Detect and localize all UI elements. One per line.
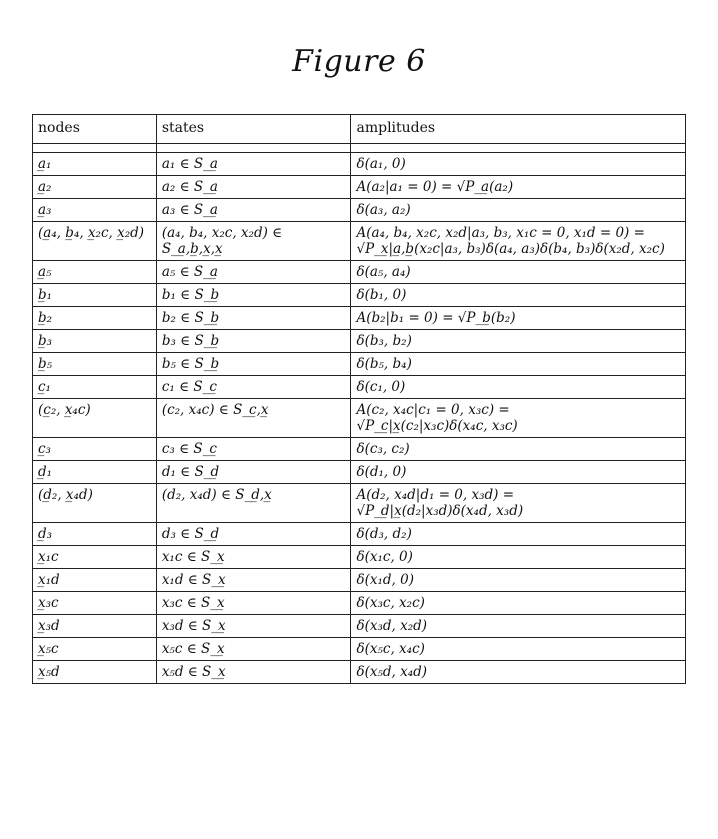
amplitude-cell — [351, 592, 686, 615]
node-cell: x̲₁d — [33, 569, 157, 592]
amplitude-line: δ(a₁, 0) — [356, 156, 406, 172]
amplitude-cell — [351, 438, 686, 461]
node-cell: c̲₁ — [33, 376, 157, 399]
table-row — [33, 484, 686, 523]
state-cell: d₃ ∈ S_d̲ — [156, 523, 351, 546]
node-cell: (c̲₂, x̲₄c) — [33, 399, 157, 438]
amplitude-cell — [351, 307, 686, 330]
node-cell: a̲₅ — [33, 261, 157, 284]
node-cell: b̲₃ — [33, 330, 157, 353]
amplitude-line: δ(x₅c, x₄c) — [356, 641, 425, 657]
amplitude-cell — [351, 399, 686, 438]
header-nodes: nodes — [33, 115, 157, 144]
amplitude-cell — [351, 484, 686, 523]
amplitude-cell — [351, 330, 686, 353]
state-cell: (d₂, x₄d) ∈ S_d̲,x̲ — [156, 484, 351, 523]
table-row — [33, 661, 686, 684]
state-cell: d₁ ∈ S_d̲ — [156, 461, 351, 484]
node-cell: x̲₅d — [33, 661, 157, 684]
amplitude-line-2: √P_x̲|a̲,b̲(x₂c|a₃, b₃)δ(a₄, a₃)δ(b₄, b₃)δ(x₂d, x₂c) — [356, 241, 665, 257]
node-cell: a̲₁ — [33, 153, 157, 176]
state-cell: a₃ ∈ S_a̲ — [156, 199, 351, 222]
state-cell: x₁d ∈ S_x̲ — [156, 569, 351, 592]
amplitude-cell — [351, 353, 686, 376]
amplitude-line: δ(x₁c, 0) — [356, 549, 413, 565]
state-cell: x₅c ∈ S_x̲ — [156, 638, 351, 661]
amplitude-line-2: √P_d̲|x̲(d₂|x₃d)δ(x₄d, x₃d) — [356, 503, 524, 519]
amplitude-line: δ(d₃, d₂) — [356, 526, 412, 542]
state-cell: (c₂, x₄c) ∈ S_c̲,x̲ — [156, 399, 351, 438]
table-row — [33, 438, 686, 461]
node-cell: x̲₅c — [33, 638, 157, 661]
amplitude-line: δ(x₁d, 0) — [356, 572, 414, 588]
state-cell: c₃ ∈ S_c̲ — [156, 438, 351, 461]
table-row — [33, 330, 686, 353]
state-cell: x₁c ∈ S_x̲ — [156, 546, 351, 569]
amplitude-cell — [351, 461, 686, 484]
node-cell: d̲₃ — [33, 523, 157, 546]
table-row — [33, 638, 686, 661]
header-amplitudes: amplitudes — [351, 115, 686, 144]
amplitude-table — [32, 114, 686, 684]
table-row — [33, 399, 686, 438]
amplitude-line: δ(x₃c, x₂c) — [356, 595, 425, 611]
table-row — [33, 569, 686, 592]
table-row — [33, 592, 686, 615]
amplitude-cell — [351, 546, 686, 569]
node-cell: (a̲₄, b̲₄, x̲₂c, x̲₂d) — [33, 222, 157, 261]
table-row — [33, 461, 686, 484]
node-cell: x̲₃d — [33, 615, 157, 638]
amplitude-line: A(d₂, x₄d|d₁ = 0, x₃d) = — [356, 487, 515, 503]
state-cell: a₂ ∈ S_a̲ — [156, 176, 351, 199]
header-states: states — [156, 115, 351, 144]
node-cell: x̲₁c — [33, 546, 157, 569]
table-row — [33, 376, 686, 399]
state-cell: x₃d ∈ S_x̲ — [156, 615, 351, 638]
amplitude-line: δ(b₅, b₄) — [356, 356, 412, 372]
node-cell: b̲₂ — [33, 307, 157, 330]
amplitude-cell — [351, 153, 686, 176]
state-cell: b₃ ∈ S_b̲ — [156, 330, 351, 353]
table-row — [33, 284, 686, 307]
table-row — [33, 615, 686, 638]
amplitude-line: δ(b₃, b₂) — [356, 333, 412, 349]
state-cell: b₂ ∈ S_b̲ — [156, 307, 351, 330]
amplitude-line: δ(b₁, 0) — [356, 287, 407, 303]
amplitude-cell — [351, 199, 686, 222]
state-cell: x₅d ∈ S_x̲ — [156, 661, 351, 684]
table-row — [33, 353, 686, 376]
amplitude-cell — [351, 222, 686, 261]
table-row — [33, 546, 686, 569]
amplitude-line: A(c₂, x₄c|c₁ = 0, x₃c) = — [356, 402, 510, 418]
amplitude-cell — [351, 638, 686, 661]
table-row — [33, 523, 686, 546]
header-divider — [33, 144, 686, 153]
table-row — [33, 199, 686, 222]
amplitude-line: A(a₂|a₁ = 0) = √P_a̲(a₂) — [356, 179, 514, 195]
amplitude-line: A(a₄, b₄, x₂c, x₂d|a₃, b₃, x₁c = 0, x₁d = 0) = — [356, 225, 645, 241]
node-cell: c̲₃ — [33, 438, 157, 461]
node-cell: x̲₃c — [33, 592, 157, 615]
node-cell: d̲₁ — [33, 461, 157, 484]
amplitude-line: δ(c₃, c₂) — [356, 441, 410, 457]
node-cell: b̲₁ — [33, 284, 157, 307]
amplitude-cell — [351, 569, 686, 592]
amplitude-cell — [351, 176, 686, 199]
table-row — [33, 222, 686, 261]
amplitude-cell — [351, 284, 686, 307]
amplitude-cell — [351, 615, 686, 638]
table-header-row — [33, 115, 686, 144]
node-cell: a̲₂ — [33, 176, 157, 199]
state-cell: c₁ ∈ S_c̲ — [156, 376, 351, 399]
amplitude-cell — [351, 261, 686, 284]
state-cell: (a₄, b₄, x₂c, x₂d) ∈ S_a̲,b̲,x̲,x̲ — [156, 222, 351, 261]
state-cell: x₃c ∈ S_x̲ — [156, 592, 351, 615]
figure-title: Figure 6 — [292, 44, 426, 79]
amplitude-cell — [351, 376, 686, 399]
table-row — [33, 261, 686, 284]
state-cell: a₅ ∈ S_a̲ — [156, 261, 351, 284]
node-cell: (d̲₂, x̲₄d) — [33, 484, 157, 523]
state-cell: b₁ ∈ S_b̲ — [156, 284, 351, 307]
amplitude-line: δ(a₅, a₄) — [356, 264, 411, 280]
state-cell: a₁ ∈ S_a̲ — [156, 153, 351, 176]
state-cell: b₅ ∈ S_b̲ — [156, 353, 351, 376]
amplitude-line: δ(x₃d, x₂d) — [356, 618, 428, 634]
amplitude-line: δ(d₁, 0) — [356, 464, 407, 480]
node-cell: b̲₅ — [33, 353, 157, 376]
table-row — [33, 307, 686, 330]
node-cell: a̲₃ — [33, 199, 157, 222]
amplitude-line: δ(a₃, a₂) — [356, 202, 411, 218]
amplitude-line: A(b₂|b₁ = 0) = √P_b̲(b₂) — [356, 310, 516, 326]
amplitude-line: δ(c₁, 0) — [356, 379, 406, 395]
amplitude-line-2: √P_c̲|x̲(c₂|x₃c)δ(x₄c, x₃c) — [356, 418, 518, 434]
table-row — [33, 176, 686, 199]
amplitude-cell — [351, 523, 686, 546]
amplitude-cell — [351, 661, 686, 684]
amplitude-line: δ(x₅d, x₄d) — [356, 664, 428, 680]
table-row — [33, 153, 686, 176]
